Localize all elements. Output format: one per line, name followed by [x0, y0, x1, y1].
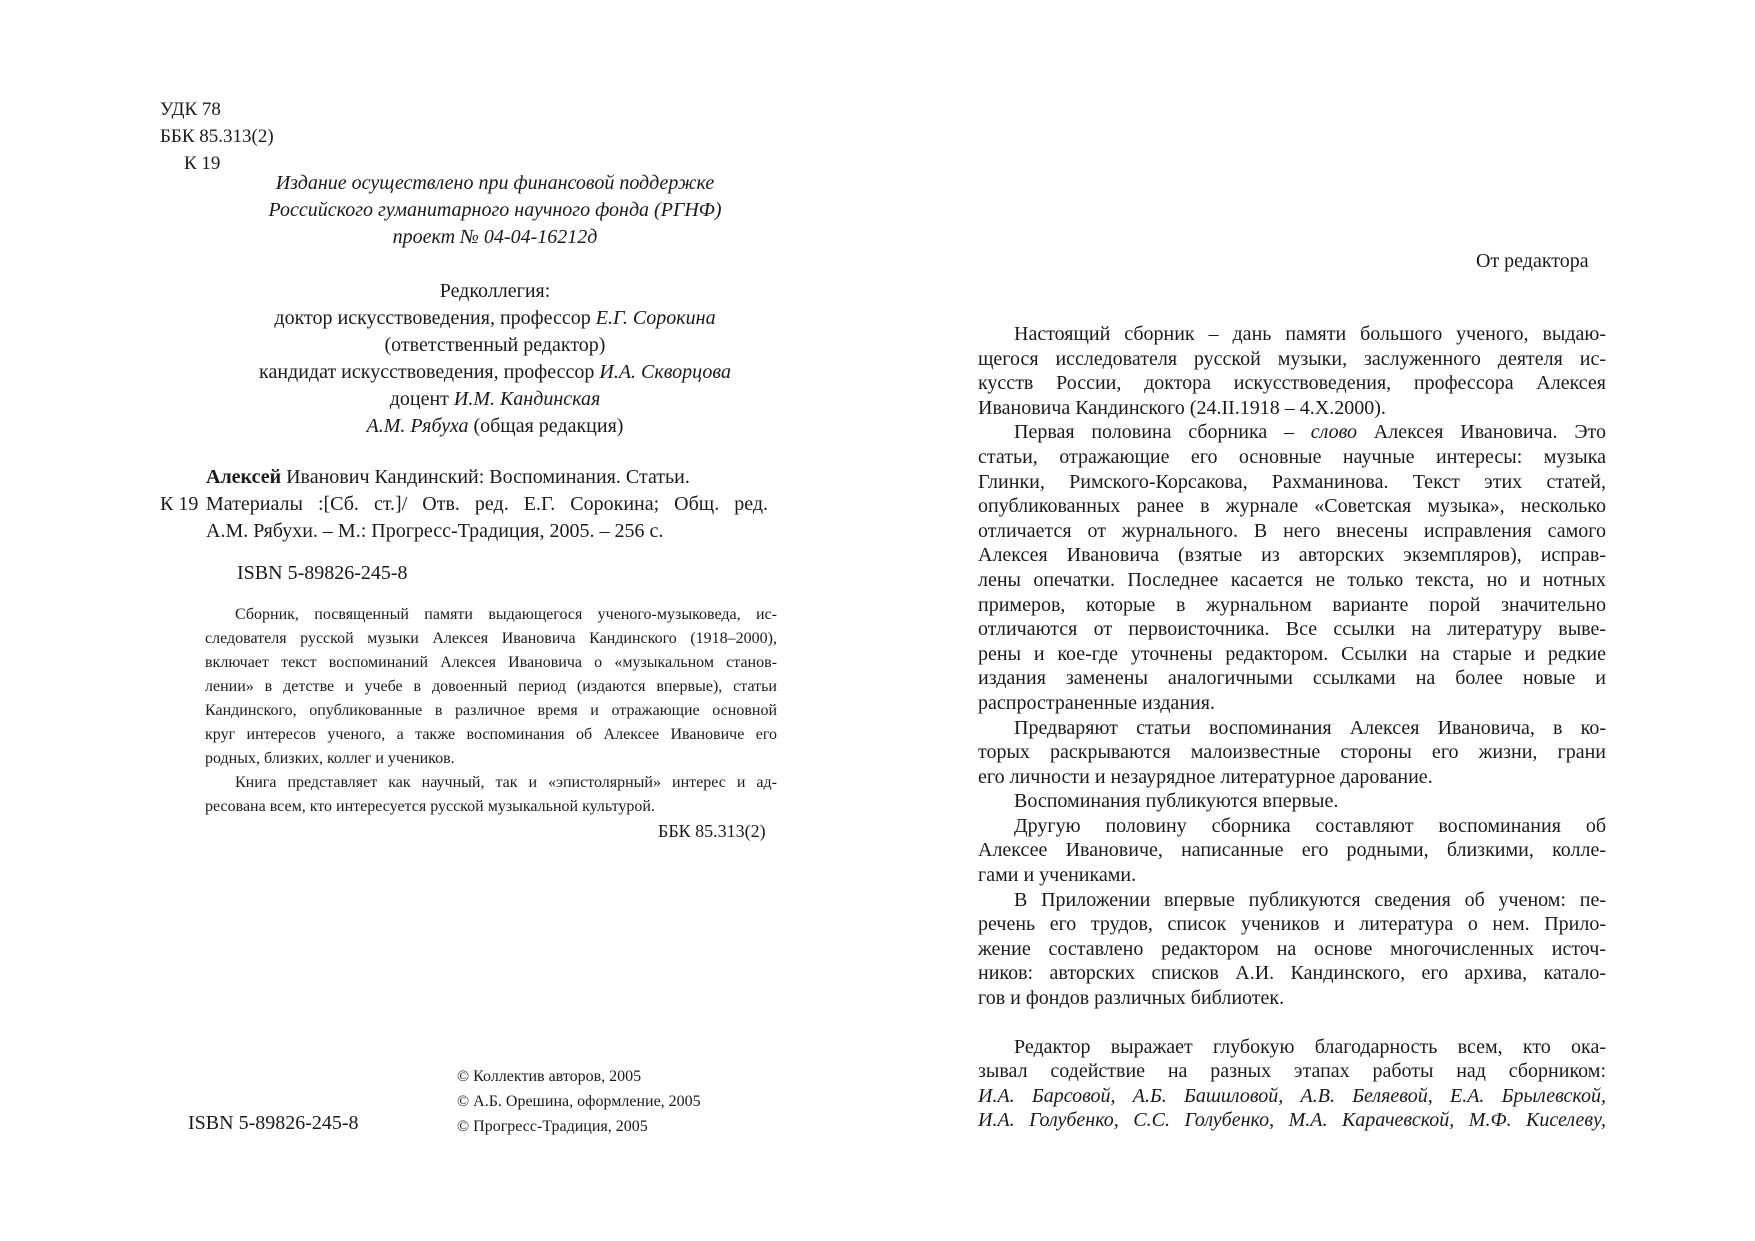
biblio-line	[160, 491, 770, 518]
foreword-line: гов и фондов различных библиотек.	[978, 987, 1285, 1010]
acknowledged-names: И.А. Барсовой, А.Б. Башиловой, А.В. Беляевой, Е.А. Брылевской,	[978, 1084, 1606, 1107]
foreword-line: опубликованных ранее в журнале «Советская музыка», несколько	[978, 495, 1606, 518]
annotation-line: включает текст воспоминаний Алексея Ивановича о «музыкальном станов-	[205, 654, 777, 671]
foreword-line: Другую половину сборника составляют воспоминания об	[1014, 814, 1606, 837]
board-member-name: И.А. Скворцова	[599, 361, 731, 383]
bbk-bottom: ББК 85.313(2)	[658, 821, 766, 841]
annotation-line: круг интересов ученого, а также воспоминания об Алексее Ивановиче его	[205, 726, 777, 743]
board-member	[165, 386, 825, 413]
funding-line: проект № 04-04-16212д	[392, 226, 598, 248]
foreword-line: примеров, которые в журнальном варианте порой значительно	[978, 593, 1606, 616]
board-member-name: И.М. Кандинская	[453, 388, 601, 410]
board-member-role: (ответственный редактор)	[384, 334, 606, 356]
biblio-publisher: А.М. Рябухи. – М.: Прогресс-Традиция, 2005. – 256 с.	[206, 520, 664, 542]
foreword-line: издания заменены аналогичными ссылками на более новые и	[978, 667, 1606, 690]
board-member-title: доктор искусствоведения, профессор	[274, 307, 596, 329]
biblio-title: Иванович Кандинский: Воспоминания. Статьи.	[281, 466, 690, 488]
foreword-line: торых раскрываются малоизвестные стороны его жизни, грани	[978, 741, 1606, 764]
foreword-line: лены опечатки. Последнее касается не только текста, но и нотных	[978, 568, 1606, 591]
foreword-line: Настоящий сборник – дань памяти большого ученого, выдаю-	[1014, 323, 1606, 345]
foreword-line: гами и учениками.	[978, 864, 1137, 887]
foreword-line: Предваряют статьи воспоминания Алексея Ивановича, в ко-	[1014, 716, 1606, 739]
funding-line: Российского гуманитарного научного фонда (РГНФ)	[268, 199, 722, 221]
isbn-bottom: ISBN 5-89826-245-8	[188, 1112, 359, 1134]
foreword-line: Редактор выражает глубокую благодарность всем, кто ока-	[1014, 1035, 1606, 1058]
biblio-line	[160, 518, 770, 545]
foreword-line	[978, 420, 1606, 445]
foreword-line: Глинки, Римского-Корсакова, Рахманинова. Текст этих статей,	[978, 470, 1606, 493]
copyright-line: © Коллектив авторов, 2005	[457, 1068, 642, 1085]
foreword-line: Воспоминания публикуются впервые.	[1014, 790, 1339, 813]
author-mark: К 19	[184, 153, 221, 174]
foreword-text: Первая половина сборника –	[1014, 421, 1311, 444]
annotation-line: лении» в детстве и учебе в довоенный период (издаются впервые), статьи	[205, 678, 777, 695]
copyright-block	[457, 1064, 701, 1139]
bibliographic-record	[160, 464, 770, 545]
foreword-line: распространенные издания.	[978, 691, 1215, 714]
acknowledged-names: И.А. Голубенко, С.С. Голубенко, М.А. Карачевской, М.Ф. Киселеву,	[978, 1109, 1606, 1132]
foreword-line: Алексее Ивановиче, написанные его родными, близкими, колле-	[978, 839, 1606, 862]
foreword-line: статьи, отражающие его основные научные интересы: музыка	[978, 445, 1606, 468]
funding-note	[165, 170, 825, 251]
udk-code: УДК 78	[160, 99, 221, 120]
classification-block	[160, 96, 274, 177]
board-member	[165, 305, 825, 332]
annotation-line: Кандинского, опубликованные в различное время и отражающие основной	[205, 702, 777, 719]
paragraph-gap	[978, 1011, 1606, 1035]
annotation-line: ресована всем, кто интересуется русской музыкальной культурой.	[205, 798, 655, 815]
board-member-name: Е.Г. Сорокина	[595, 307, 716, 329]
board-member	[165, 359, 825, 386]
foreword-line: щегося исследователя русской музыки, заслуженного деятеля ис-	[978, 347, 1606, 370]
editorial-board-heading: Редколлегия:	[439, 280, 551, 302]
biblio-line	[160, 464, 770, 491]
foreword-text: Алексея Ивановича. Это	[1357, 421, 1606, 444]
foreword-line: жение составлено редактором на основе многочисленных источ-	[978, 937, 1606, 960]
foreword-line: его личности и незаурядное литературное дарование.	[978, 765, 1433, 788]
foreword-line: зывал содействие на разных этапах работы над сборником:	[978, 1060, 1606, 1083]
biblio-author-first-name: Алексей	[206, 466, 282, 488]
foreword-line: речень его трудов, список учеников и литература о нем. Прило-	[978, 913, 1606, 936]
board-member-title: доцент	[389, 388, 454, 410]
foreword-line: отличаются от первоисточника. Все ссылки на литературу выве-	[978, 618, 1606, 641]
copyright-line: © А.Б. Орешина, оформление, 2005	[457, 1093, 701, 1110]
foreword-emphasis: слово	[1310, 421, 1358, 444]
board-member-role: (общая редакция)	[468, 415, 624, 437]
annotation-line: родных, близких, коллег и учеников.	[205, 750, 455, 767]
board-member-name: А.М. Рябуха	[366, 415, 469, 437]
board-member	[165, 413, 825, 440]
annotation-line: Сборник, посвященный памяти выдающегося ученого-музыковеда, ис-	[235, 606, 777, 623]
biblio-details: Материалы :[Сб. ст.]/ Отв. ред. Е.Г. Сорокина; Общ. ред.	[206, 493, 768, 515]
annotation-line: следователя русской музыки Алексея Ивановича Кандинского (1918–2000),	[205, 630, 777, 647]
bbk-code: ББК 85.313(2)	[160, 126, 274, 147]
editor-foreword	[978, 322, 1606, 1133]
editorial-board	[165, 278, 825, 440]
copyright-line: © Прогресс-Традиция, 2005	[457, 1118, 648, 1135]
foreword-line: Алексея Ивановича (взятые из авторских экземпляров), исправ-	[978, 544, 1606, 567]
foreword-line: В Приложении впервые публикуются сведения об ученом: пе-	[1014, 888, 1606, 911]
funding-line: Издание осуществлено при финансовой поддержке	[275, 172, 715, 194]
board-member-title: кандидат искусствоведения, профессор	[259, 361, 600, 383]
foreword-line: кусств России, доктора искусствоведения, профессора Алексея	[978, 372, 1606, 395]
foreword-line: отличается от журнального. В него внесены исправления самого	[978, 519, 1606, 542]
isbn-top: ISBN 5-89826-245-8	[237, 562, 408, 584]
annotation-line: Книга представляет как научный, так и «эпистолярный» интерес и ад-	[235, 774, 777, 791]
biblio-author-mark: К 19	[160, 493, 199, 515]
foreword-line: Ивановича Кандинского (24.II.1918 – 4.X.2000).	[978, 396, 1386, 419]
section-title: От редактора	[1476, 250, 1589, 272]
foreword-line: ников: авторских списков А.И. Кандинского, его архива, катало-	[978, 962, 1606, 985]
annotation	[205, 603, 777, 819]
foreword-line: рены и кое-где уточнены редактором. Ссылки на старые и редкие	[978, 642, 1606, 665]
